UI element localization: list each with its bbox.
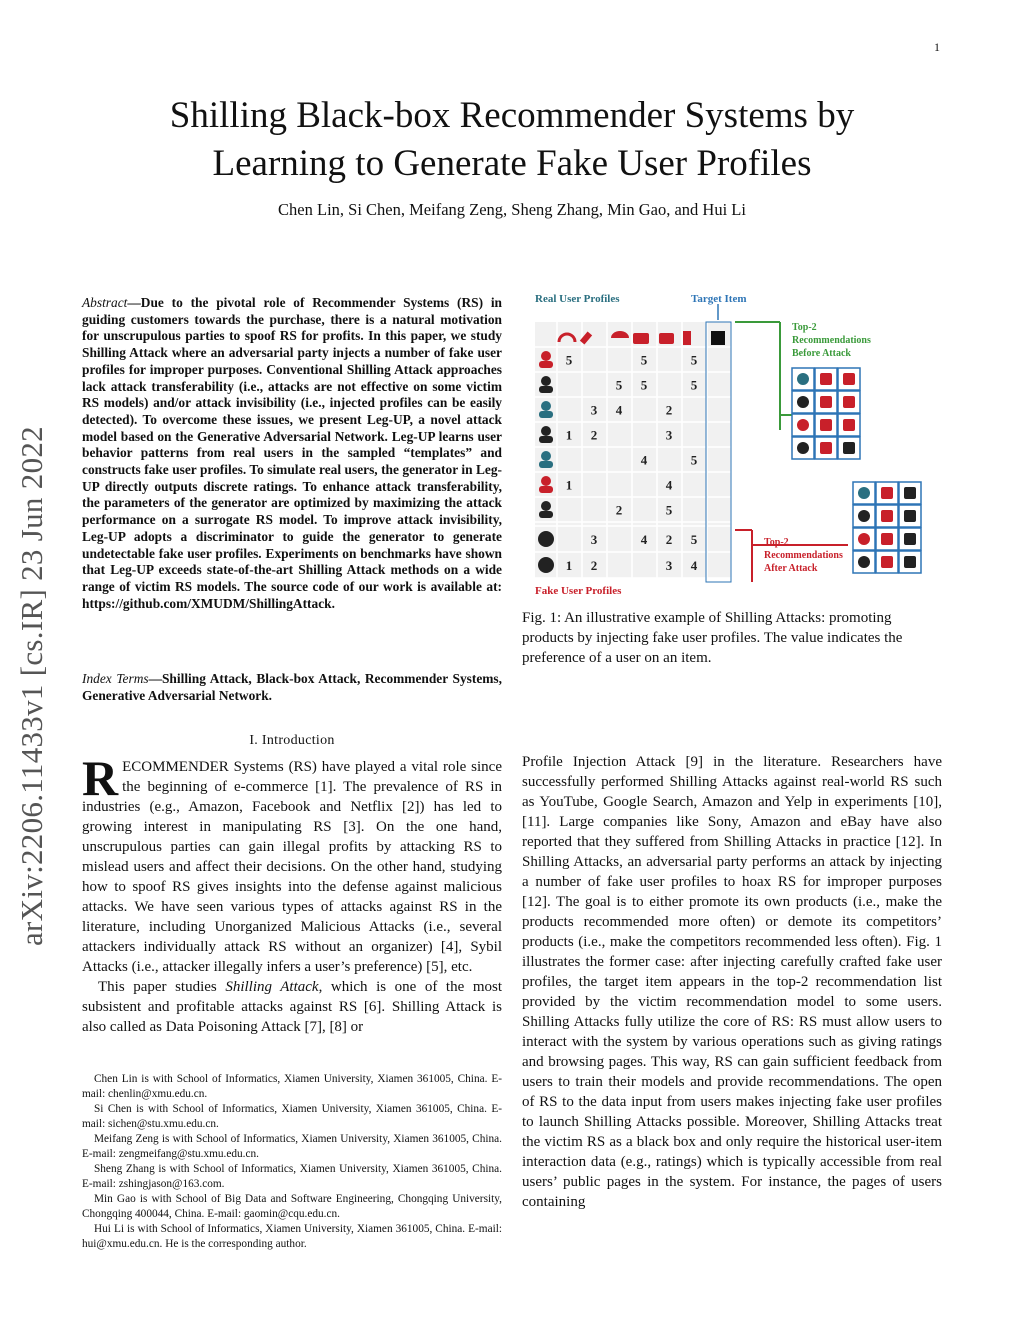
user-avatar-icon xyxy=(541,376,551,386)
rating-value: 3 xyxy=(665,558,673,573)
rec-item-icon xyxy=(820,396,832,408)
index-label: Index Terms xyxy=(82,671,149,686)
rating-value: 2 xyxy=(665,402,673,418)
rec-item-icon xyxy=(904,556,916,568)
intro-p2-a: This paper studies xyxy=(98,979,226,995)
label-real-profiles: Real User Profiles xyxy=(535,293,620,305)
rating-value: 3 xyxy=(590,532,598,547)
real-profiles-grid xyxy=(535,322,731,542)
label-before-attack: Top-2 Recommendations Before Attack xyxy=(792,322,871,359)
rec-item-icon xyxy=(843,442,855,454)
user-avatar-icon xyxy=(541,426,551,436)
user-avatar-body xyxy=(539,361,553,368)
rating-value: 3 xyxy=(665,427,673,443)
rating-value: 3 xyxy=(590,402,598,418)
footnote: Sheng Zhang is with School of Informatics, Xiamen University, Xiamen 361005, China. E-mail: zshingjason@163.com. xyxy=(82,1163,502,1190)
title-line-2: Learning to Generate Fake User Profiles xyxy=(212,143,812,184)
rec-item-icon xyxy=(843,419,855,431)
footnote: Si Chen is with School of Informatics, Xiamen University, Xiamen 361005, China. E-mail: sichen@stu.xmu.edu.cn. xyxy=(82,1103,502,1130)
bag-icon xyxy=(659,333,674,344)
rec-item-icon xyxy=(843,373,855,385)
intro-p1-text: ECOMMENDER Systems (RS) have played a vital role since the beginning of e-commerce [1]. The prevalence of RS in industries (e.g., Amazon, Facebook and Netflix [2]) has led to growing interest in manipulating RS [3]. On the one hand, unscrupulous parties can gain illegal profits by attacking RS to mislead users and affect their decisions. On the other hand, studying how to spoof RS gives insights into the defense against malicious attacks. We have seen various types of attacks against RS in the literature, including Unorganized Malicious Attacks (i.e., several attackers individually attack RS without an organizer) [4], Sybil Attacks (i.e., attacker illegally infers a user’s preference) [5], etc. xyxy=(82,759,502,975)
abstract-text: —Due to the pivotal role of Recommender Systems (RS) in guiding customers towards the purchase, there is a natural motivation for unscrupulous parties to spoof RS for profits. In this paper, we study Shilling Attack where an adversarial party injects a number of fake user profiles for improper purposes. Conventional Shilling Attack approaches lack attack transferability (i.e., attacks are not effective on some victim RS models) and/or attack invisibility (i.e., injected profiles can be easily detected). To overcome these issues, we present Leg-UP, a novel attack model based on the Generative Adversarial Network. Leg-UP learns user behavior patterns from real users in the sampled “templates” and constructs fake user profiles. To simulate real users, the generator in Leg-UP directly outputs discrete ratings. To enhance attack transferability, the parameters of the generator are optimized by maximizing the attack performance on a surrogate RS model. To improve attack invisibility, Leg-UP adopts a discriminator to guide the generator to generate undetectable fake user profiles. Experiments on benchmarks have shown that Leg-UP exceeds state-of-the-art Shilling Attack methods on a wide range of victim RS models. The source code of our work is available at: https://github.com/XMUDM/ShillingAttack. xyxy=(82,295,502,611)
title-line-1: Shilling Black-box Recommender Systems by xyxy=(169,95,855,136)
intro-text xyxy=(82,750,502,1037)
rating-value: 5 xyxy=(690,452,698,468)
rating-value: 5 xyxy=(565,352,573,368)
user-avatar-body xyxy=(539,486,553,493)
rec-item-icon xyxy=(881,556,893,568)
rating-value: 4 xyxy=(640,532,648,547)
rec-item-icon xyxy=(843,396,855,408)
rec-item-icon xyxy=(797,373,809,385)
rec-item-icon xyxy=(820,419,832,431)
rating-value: 4 xyxy=(665,477,673,493)
rating-value: 4 xyxy=(615,402,623,418)
rec-item-icon xyxy=(904,533,916,545)
user-avatar-body xyxy=(539,436,553,443)
user-avatar-icon xyxy=(541,351,551,361)
rating-value: 2 xyxy=(590,427,598,443)
rating-value: 1 xyxy=(565,477,573,493)
rec-item-icon xyxy=(881,533,893,545)
user-avatar-body xyxy=(539,411,553,418)
rec-item-icon xyxy=(858,556,870,568)
author-list: Chen Lin, Si Chen, Meifang Zeng, Sheng Zhang, Min Gao, and Hui Li xyxy=(278,200,746,219)
figure-caption: Fig. 1: An illustrative example of Shilling Attacks: promoting products by injecting fake user profiles. The value indicates the preference of a user on an item. xyxy=(522,610,903,666)
rating-value: 5 xyxy=(640,352,648,368)
rating-value: 2 xyxy=(665,532,673,547)
rec-item-icon xyxy=(904,510,916,522)
rating-value: 1 xyxy=(565,558,573,573)
label-fake-profiles: Fake User Profiles xyxy=(535,585,622,597)
abstract-label: Abstract xyxy=(82,295,128,310)
user-avatar-body xyxy=(539,386,553,393)
after-attack-recommendations xyxy=(853,482,921,573)
bag-icon xyxy=(633,333,649,344)
rec-item-icon xyxy=(881,487,893,499)
user-avatar-icon xyxy=(541,501,551,511)
abstract xyxy=(82,295,502,612)
footnote: Hui Li is with School of Informatics, Xiamen University, Xiamen 361005, China. E-mail: hui@xmu.edu.cn. He is the corresponding author. xyxy=(82,1223,502,1250)
rec-item-icon xyxy=(858,533,870,545)
fake-user-icon xyxy=(538,557,554,573)
user-avatar-icon xyxy=(541,451,551,461)
intro-paragraph-2 xyxy=(82,977,502,1037)
label-target-item: Target Item xyxy=(691,293,747,305)
rec-item-icon xyxy=(881,510,893,522)
section-heading: I. Introduction xyxy=(249,733,335,748)
user-avatar-icon xyxy=(541,476,551,486)
rating-value: 5 xyxy=(690,377,698,393)
index-terms xyxy=(82,671,502,704)
rating-value: 2 xyxy=(590,558,598,573)
footnote: Min Gao is with School of Big Data and Software Engineering, Chongqing University, Chongqing 400044, China. E-mail: gaomin@cqu.edu.cn. xyxy=(82,1193,502,1220)
intro-p2-b: , which is one of the most subsistent and profitable attacks against RS [6]. Shilling Attack is also called as Data Poisoning Attack [7], [8] or xyxy=(82,979,502,1035)
user-avatar-body xyxy=(539,511,553,518)
user-avatar-icon xyxy=(541,401,551,411)
rec-item-icon xyxy=(797,419,809,431)
rating-value: 4 xyxy=(690,558,698,573)
arxiv-watermark: arXiv:2206.11433v1 [cs.IR] 23 Jun 2022 xyxy=(14,426,49,946)
fake-user-icon xyxy=(538,531,554,547)
paper-title xyxy=(0,92,1024,188)
rec-item-icon xyxy=(904,487,916,499)
intro-paragraph-1 xyxy=(82,750,502,977)
figure-1 xyxy=(530,290,950,600)
drop-cap: R xyxy=(82,750,119,806)
page-number: 1 xyxy=(934,40,940,54)
footnote: Meifang Zeng is with School of Informatics, Xiamen University, Xiamen 361005, China. E-mail: zengmeifang@stu.xmu.edu.cn. xyxy=(82,1133,502,1160)
rating-value: 4 xyxy=(640,452,648,468)
label-after-attack: Top-2 Recommendations After Attack xyxy=(764,537,843,574)
rating-value: 1 xyxy=(565,427,573,443)
user-avatar-body xyxy=(539,461,553,468)
rec-item-icon xyxy=(820,442,832,454)
phone-icon xyxy=(683,331,691,345)
rating-value: 5 xyxy=(615,377,623,393)
footnotes xyxy=(82,1072,502,1252)
rating-value: 5 xyxy=(690,532,698,547)
rec-item-icon xyxy=(797,442,809,454)
rec-item-icon xyxy=(797,396,809,408)
rating-value: 5 xyxy=(665,502,673,518)
rec-item-icon xyxy=(820,373,832,385)
rating-value: 5 xyxy=(690,352,698,368)
intro-p2-em: Shilling Attack xyxy=(225,979,319,995)
rec-item-icon xyxy=(858,487,870,499)
index-text: —Shilling Attack, Black-box Attack, Recommender Systems, Generative Adversarial Network. xyxy=(82,671,502,703)
rating-value: 5 xyxy=(640,377,648,393)
rating-value: 2 xyxy=(615,502,623,518)
rec-item-icon xyxy=(858,510,870,522)
right-column-text: Profile Injection Attack [9] in the literature. Researchers have successfully performed Shilling Attacks against real-world RS such as YouTube, Google Search, Amazon and Yelp in experiments [10], [11]. Large companies like Sony, Amazon and eBay have also reported that they suffered from Shilling Attacks in practice [12]. In Shilling Attacks, an adversarial party performs an attack by injecting a number of fake user profiles to hoax RS for improper purposes [12]. The goal is to either promote its own products (i.e., make the products recommended more often) or demote its competitors’ products (i.e., make the competitors recommended less often). Fig. 1 illustrates the former case: after injecting carefully crafted fake user profiles, the target item appears in the top-2 recommendation list provided by the victim recommendation model to some users. Shilling Attacks fully utilize the core of RS: RS must allow users to interact with the system by various operations such as giving ratings and browsing pages. This way, RS can gain sufficient feedback from users to train their models and provide recommendations. The open of RS to the data input from users makes injecting fake user profiles to launch Shilling Attacks possible. Moreover, Shilling Attacks treat the victim RS as a black box and only require the historical user-item interaction data (e.g., ratings) which is typically accessible from real users’ public pages in the system. For instance, the pages of users containing xyxy=(522,754,942,1210)
footnote: Chen Lin is with School of Informatics, Xiamen University, Xiamen 361005, China. E-mail: chenlin@xmu.edu.cn. xyxy=(82,1073,502,1100)
before-attack-recommendations xyxy=(792,368,860,459)
target-item-icon xyxy=(711,331,725,345)
